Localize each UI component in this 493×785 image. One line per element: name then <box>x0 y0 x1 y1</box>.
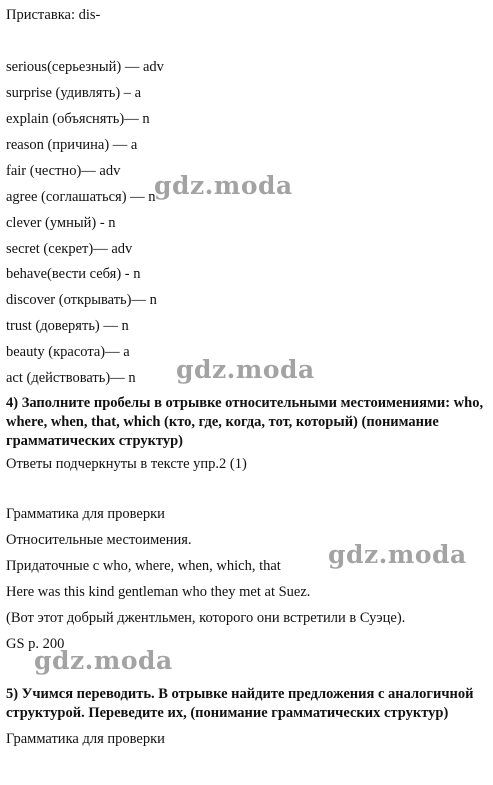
grammar-line-reference: GS p. 200 <box>6 636 65 652</box>
grammar-title: Грамматика для проверки <box>6 506 165 522</box>
word-item-secret: secret (секрет)— adv <box>6 241 133 257</box>
watermark: gdz.moda <box>328 540 467 569</box>
word-item-discover: discover (открывать)— n <box>6 292 157 308</box>
word-item-explain: explain (объяснять)— n <box>6 111 150 127</box>
word-item-beauty: beauty (красота)— a <box>6 344 130 360</box>
grammar-line-relative-pronouns: Относительные местоимения. <box>6 532 192 548</box>
word-item-reason: reason (причина) — a <box>6 137 138 153</box>
task4-answer: Ответы подчеркнуты в тексте упр.2 (1) <box>6 456 247 472</box>
watermark: gdz.moda <box>176 355 315 384</box>
word-item-serious: serious(серьезный) — adv <box>6 59 164 75</box>
word-item-trust: trust (доверять) — n <box>6 318 129 334</box>
task4-heading: 4) Заполните пробелы в отрывке относительными местоимениями: who, where, when, that, which (кто, где, когда, тот, который) (понимание грамматических структур) <box>6 395 484 449</box>
word-item-surprise: surprise (удивлять) – a <box>6 85 142 101</box>
task5-heading: 5) Учимся переводить. В отрывке найдите предложения с аналогичной структурой. Переведите их, (понимание грамматических структур) <box>6 686 474 721</box>
watermark: gdz.moda <box>154 171 293 200</box>
prefix-heading: Приставка: dis- <box>6 7 101 23</box>
word-item-behave: behave(вести себя) - n <box>6 266 141 282</box>
word-item-clever: clever (умный) - n <box>6 215 116 231</box>
word-item-agree: agree (соглашаться) — n <box>6 189 156 205</box>
grammar-line-example: Here was this kind gentleman who they met at Suez. <box>6 584 311 600</box>
watermark: gdz.moda <box>34 646 173 675</box>
word-item-fair: fair (честно)— adv <box>6 163 121 179</box>
word-item-act: act (действовать)— n <box>6 370 136 386</box>
grammar-line-clauses: Придаточные с who, where, when, which, that <box>6 558 281 574</box>
grammar-line-translation: (Вот этот добрый джентльмен, которого они встретили в Суэце). <box>6 610 406 626</box>
task5-grammar: Грамматика для проверки <box>6 731 165 747</box>
